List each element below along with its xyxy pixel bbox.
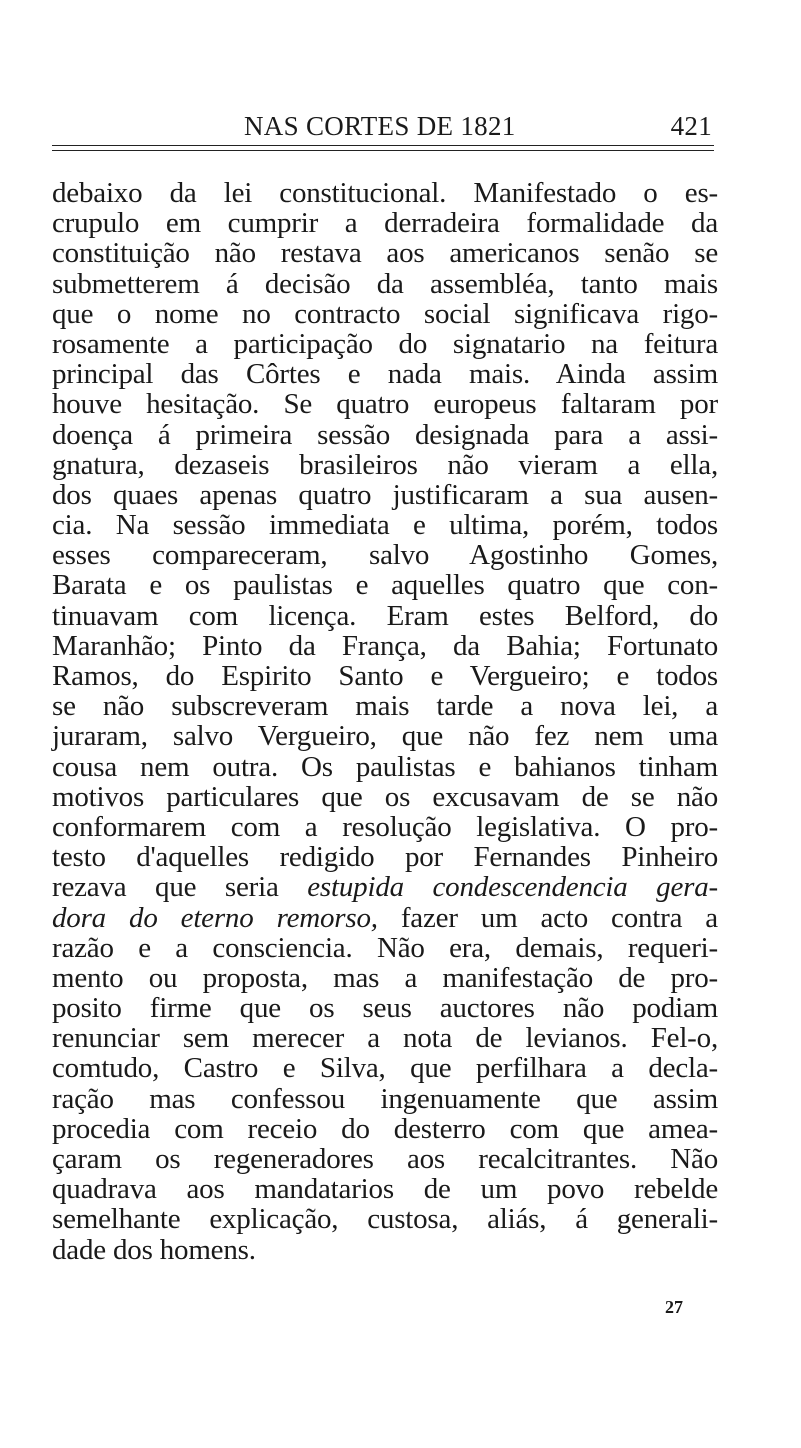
text-line: ração mas confessou ingenuamente que assim xyxy=(52,1082,718,1115)
text-line: cia. Na sessão immediata e ultima, porém, todos xyxy=(52,509,718,542)
text-line: debaixo da lei constitucional. Manifestado o es- xyxy=(52,177,718,209)
text-line: juraram, salvo Vergueiro, que não fez nem uma xyxy=(52,720,718,753)
text-line-last: dade dos homens. xyxy=(52,1233,256,1266)
text-line: razão e a consciencia. Não era, demais, requeri- xyxy=(52,931,718,964)
text-line: Ramos, do Espirito Santo e Vergueiro; e todos xyxy=(52,660,718,692)
text-line: gnatura, dezaseis brasileiros não vieram a ella, xyxy=(52,448,718,481)
text-line: semelhante explicação, custosa, aliás, á generali- xyxy=(52,1203,718,1236)
text-line: comtudo, Castro e Silva, que perfilhara a decla- xyxy=(52,1052,718,1085)
text-segment: fazer um acto contra a xyxy=(377,901,718,934)
text-line-with-italic xyxy=(52,903,718,933)
header-rule-bottom xyxy=(52,150,714,151)
text-line: posito firme que os seus auctores não podiam xyxy=(52,992,718,1025)
text-line: procedia com receio do desterro com que amea- xyxy=(52,1112,718,1145)
text-line: Barata e os paulistas e aquelles quatro que con- xyxy=(52,569,718,602)
text-line: motivos particulares que os excusavam de se não xyxy=(52,780,718,813)
text-line: submetterem á decisão da assembléa, tanto mais xyxy=(52,267,718,300)
text-line: constituição não restava aos americanos senão se xyxy=(52,237,718,270)
text-line: crupulo em cumprir a derradeira formalidade da xyxy=(52,207,718,240)
text-line-with-italic xyxy=(52,872,718,902)
text-line: rosamente a participação do signatario na feitura xyxy=(52,327,718,360)
text-line: conformarem com a resolução legislativa. O pro- xyxy=(52,810,718,843)
text-line: que o nome no contracto social significava rigo- xyxy=(52,297,718,330)
page-number: 421 xyxy=(670,111,712,141)
text-line: principal das Côrtes e nada mais. Ainda assim xyxy=(52,358,718,391)
text-line: tinuavam com licença. Eram estes Belford, do xyxy=(52,599,718,632)
text-line: doença á primeira sessão designada para a assi- xyxy=(52,418,718,451)
italic-quote: estupida condescendencia gera- xyxy=(307,871,718,904)
text-segment: rezava que seria xyxy=(52,871,308,904)
text-line: çaram os regeneradores aos recalcitrantes. Não xyxy=(52,1143,718,1175)
body-text xyxy=(52,178,718,1265)
text-line: mento ou proposta, mas a manifestação de pro- xyxy=(52,961,718,994)
running-title: NAS CORTES DE 1821 xyxy=(244,111,516,141)
text-line: esses compareceram, salvo Agostinho Gomes, xyxy=(52,539,718,572)
text-line: dos quaes apenas quatro justificaram a sua ausen- xyxy=(52,478,718,511)
text-line: se não subscreveram mais tarde a nova lei, a xyxy=(52,690,718,723)
text-line: Maranhão; Pinto da França, da Bahia; Fortunato xyxy=(52,629,718,662)
text-line: testo d'aquelles redigido por Fernandes Pinheiro xyxy=(52,841,718,874)
header-rule-top xyxy=(52,145,714,146)
text-line: cousa nem outra. Os paulistas e bahianos tinham xyxy=(52,750,718,783)
running-head xyxy=(52,111,714,145)
text-line: houve hesitação. Se quatro europeus faltaram por xyxy=(52,388,718,421)
italic-quote: dora do eterno remorso, xyxy=(52,901,378,934)
text-line: renunciar sem merecer a nota de levianos. Fel-o, xyxy=(52,1022,718,1055)
printer-signature-mark: 27 xyxy=(665,1297,683,1317)
text-line: quadrava aos mandatarios de um povo rebelde xyxy=(52,1173,718,1206)
